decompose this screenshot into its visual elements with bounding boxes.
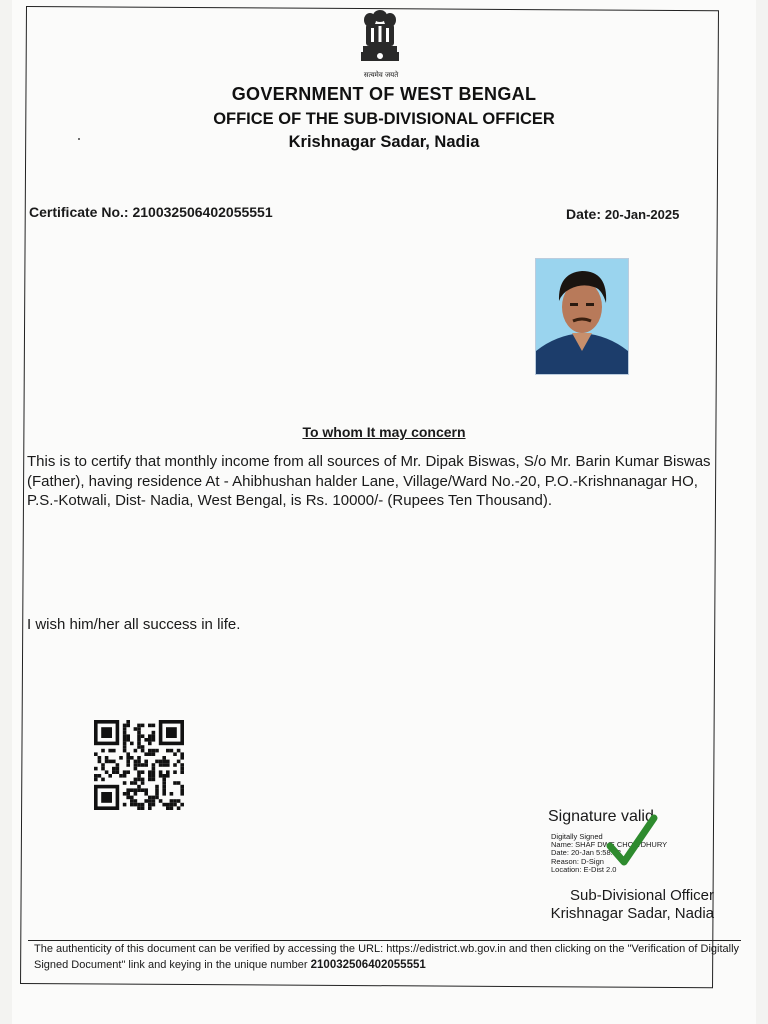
signatory-title: Sub-Divisional Officer [570,887,714,904]
signature-line-4: Reason: D-Sign [551,856,604,866]
speck [78,138,80,140]
signature-valid-label: Signature valid [548,808,654,825]
check-mark-icon [606,812,658,868]
verification-number: 210032506402055551 [310,959,426,971]
date-line [566,206,679,222]
office-place: Krishnagar Sadar, Nadia [288,133,480,151]
verification-text: The authenticity of this document can be verified by accessing the URL: https://edistrict.wb.gov.in and then clicking on the "Verification of Digitally Signed Document" link and keying in the unique number [34,943,740,971]
emblem-motto: सत्यमेव जयते [363,71,399,79]
qr-code [94,720,192,810]
signature-line-3: Date: 20-Jan 5:58:23 [551,848,622,858]
certificate-number-line [29,204,273,220]
signatory-place: Krishnagar Sadar, Nadia [550,905,714,922]
certificate-number-label: Certificate No.: [29,204,129,220]
certificate-body: This is to certify that monthly income from all sources of Mr. Dipak Biswas, S/o Mr. Barin Kumar Biswas (Father), having residence At - Ahibhushan halder Lane, Village/Ward No.-20, P.O.-Krishnanagar HO, P.S.-Kotwali, Dist- Nadia, West Bengal, is Rs. 10000/- (Rupees Ten Thousand). [27,453,711,509]
date-value: 20-Jan-2025 [604,207,680,222]
signature-line-5: Location: E-Dist 2.0 [551,864,617,874]
national-emblem-icon [354,6,406,80]
applicant-photo [535,258,629,375]
verification-footer [28,940,741,982]
signature-line-2: Name: SHAF DWE CHOWDHURY [551,840,668,850]
office-title: OFFICE OF THE SUB-DIVISIONAL OFFICER [213,110,555,128]
salutation: To whom It may concern [302,424,466,440]
closing-line: I wish him/her all success in life. [27,616,241,633]
certificate-number: 210032506402055551 [132,204,273,220]
government-title: GOVERNMENT OF WEST BENGAL [231,84,537,104]
signature-line-1: Digitally Signed [551,832,603,841]
date-label: Date: [566,206,602,222]
